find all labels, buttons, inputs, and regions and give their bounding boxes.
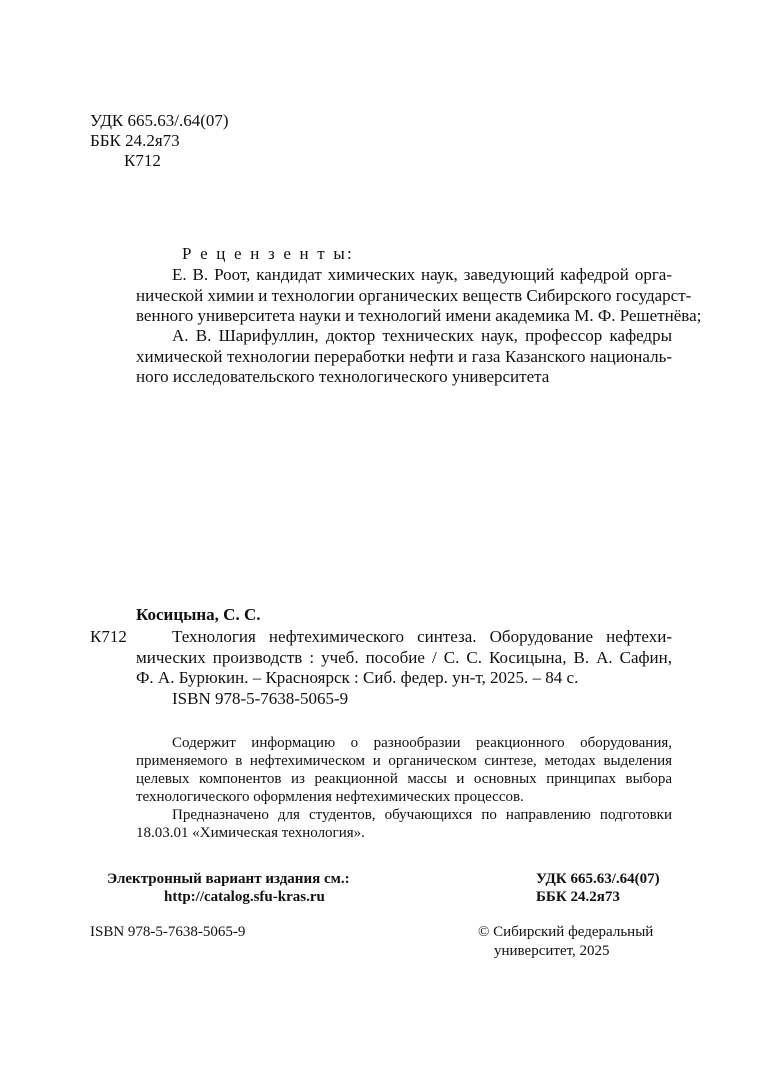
footer-udk: УДК 665.63/.64(07) xyxy=(536,871,660,887)
biblio-isbn: ISBN 978-5-7638-5065-9 xyxy=(172,688,349,708)
biblio-code: К712 xyxy=(90,627,127,646)
annotation-line: Содержит информацию о разнообразии реакционного оборудования, xyxy=(172,735,672,751)
reviewer-1 xyxy=(136,265,702,327)
footer-bbk: ББК 24.2я73 xyxy=(536,889,620,905)
biblio-line: Технология нефтехимического синтеза. Оборудование нефтехи- xyxy=(172,627,672,646)
reviewer-1-line: нической химии и технологии органических веществ Сибирского государст- xyxy=(136,285,692,305)
copyright-line-1: © Сибирский федеральный xyxy=(478,924,654,940)
annotation xyxy=(136,734,672,842)
footer-isbn: ISBN 978-5-7638-5065-9 xyxy=(90,924,246,940)
biblio-line: Ф. А. Бурюкин. – Красноярск : Сиб. федер. ун-т, 2025. – 84 с. xyxy=(136,668,579,687)
reviewers-heading: Р е ц е н з е н т ы: xyxy=(182,244,354,263)
biblio-line: мических производств : учеб. пособие / С. С. Косицына, В. А. Сафин, xyxy=(136,647,672,667)
udk-code: УДК 665.63/.64(07) xyxy=(90,111,229,130)
reviewer-1-line: Е. В. Роот, кандидат химических наук, заведующий кафедрой орга- xyxy=(172,265,672,284)
annotation-line: целевых компонентов из реакционной массы и основных принципах выбора xyxy=(136,771,672,787)
copyright-line-2: университет, 2025 xyxy=(494,943,610,959)
reviewer-2-line: химической технологии переработки нефти и газа Казанского националь- xyxy=(136,346,672,366)
catalog-url[interactable]: http://catalog.sfu-kras.ru xyxy=(164,889,325,905)
reviewer-2-line: А. В. Шарифуллин, доктор технических наук, профессор кафедры xyxy=(172,326,672,345)
electronic-version-label: Электронный вариант издания см.: xyxy=(107,871,350,887)
reviewer-2-line: ного исследовательского технологического университета xyxy=(136,367,550,386)
bbk-code: ББК 24.2я73 xyxy=(90,131,180,150)
biblio-description xyxy=(136,627,672,709)
reviewer-1-line: венного университета науки и технологий имени академика М. Ф. Решетнёва; xyxy=(136,306,702,325)
annotation-line: применяемого в нефтехимическом и органическом синтезе, методах выделения xyxy=(136,753,672,769)
author-mark-code: К712 xyxy=(124,151,161,170)
annotation-line: Предназначено для студентов, обучающихся по направлению подготовки xyxy=(172,807,672,823)
annotation-line: 18.03.01 «Химическая технология». xyxy=(136,825,365,841)
biblio-author: Косицына, С. С. xyxy=(136,605,261,624)
annotation-line: технологического оформления нефтехимических процессов. xyxy=(136,789,524,805)
reviewer-2 xyxy=(136,326,672,388)
